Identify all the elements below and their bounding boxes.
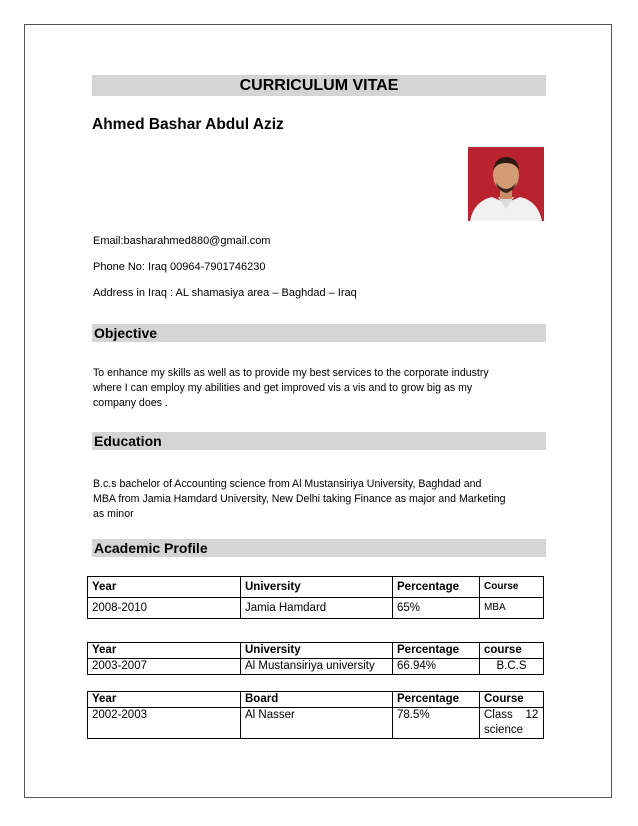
education-line: as minor	[93, 508, 134, 520]
page-border	[24, 24, 612, 798]
header-cell: University	[241, 577, 393, 598]
table-row	[88, 598, 544, 619]
phone-line: Phone No: Iraq 00964-7901746230	[93, 261, 266, 273]
header-cell: Course	[480, 577, 544, 598]
year-cell: 2008-2010	[88, 598, 241, 619]
profile-photo	[468, 147, 544, 221]
board-cell: Al Nasser	[241, 708, 393, 739]
cv-title: CURRICULUM VITAE	[92, 75, 546, 96]
objective-text	[93, 366, 543, 411]
percentage-cell: 66.94%	[393, 659, 480, 675]
course-cell	[480, 708, 544, 739]
objective-heading: Objective	[92, 324, 546, 342]
header-cell: Course	[480, 692, 544, 708]
university-cell: Al Mustansiriya university	[241, 659, 393, 675]
academic-table-mba	[87, 576, 544, 619]
percentage-cell: 78.5%	[393, 708, 480, 739]
header-cell: Year	[88, 643, 241, 659]
percentage-cell: 65%	[393, 598, 480, 619]
course-cell: MBA	[480, 598, 544, 619]
table-header-row	[88, 692, 544, 708]
header-cell: Percentage	[393, 577, 480, 598]
header-cell: Year	[88, 692, 241, 708]
academic-table-bcs	[87, 642, 544, 675]
academic-profile-heading: Academic Profile	[92, 539, 546, 557]
header-cell: Percentage	[393, 643, 480, 659]
candidate-name: Ahmed Bashar Abdul Aziz	[92, 116, 284, 133]
header-cell: course	[480, 643, 544, 659]
header-cell: Board	[241, 692, 393, 708]
education-line: B.c.s bachelor of Accounting science from Al Mustansiriya University, Baghdad and	[93, 478, 482, 490]
table-header-row	[88, 577, 544, 598]
education-text	[93, 477, 543, 522]
academic-table-school	[87, 691, 544, 739]
objective-line: To enhance my skills as well as to provide my best services to the corporate industry	[93, 367, 489, 379]
table-header-row	[88, 643, 544, 659]
objective-line: where I can employ my abilities and get improved vis a vis and to grow big as my	[93, 382, 473, 394]
course-cell: B.C.S	[480, 659, 544, 675]
header-cell: Year	[88, 577, 241, 598]
header-cell: Percentage	[393, 692, 480, 708]
email-line: Email:basharahmed880@gmail.com	[93, 235, 271, 247]
address-line: Address in Iraq : AL shamasiya area – Baghdad – Iraq	[93, 287, 357, 299]
year-cell: 2002-2003	[88, 708, 241, 739]
education-line: MBA from Jamia Hamdard University, New Delhi taking Finance as major and Marketing	[93, 493, 506, 505]
course-line: Class 12	[484, 709, 539, 721]
header-cell: University	[241, 643, 393, 659]
university-cell: Jamia Hamdard	[241, 598, 393, 619]
objective-line: company does .	[93, 397, 168, 409]
table-row	[88, 708, 544, 739]
table-row	[88, 659, 544, 675]
education-heading: Education	[92, 432, 546, 450]
course-line: science	[484, 724, 523, 736]
year-cell: 2003-2007	[88, 659, 241, 675]
